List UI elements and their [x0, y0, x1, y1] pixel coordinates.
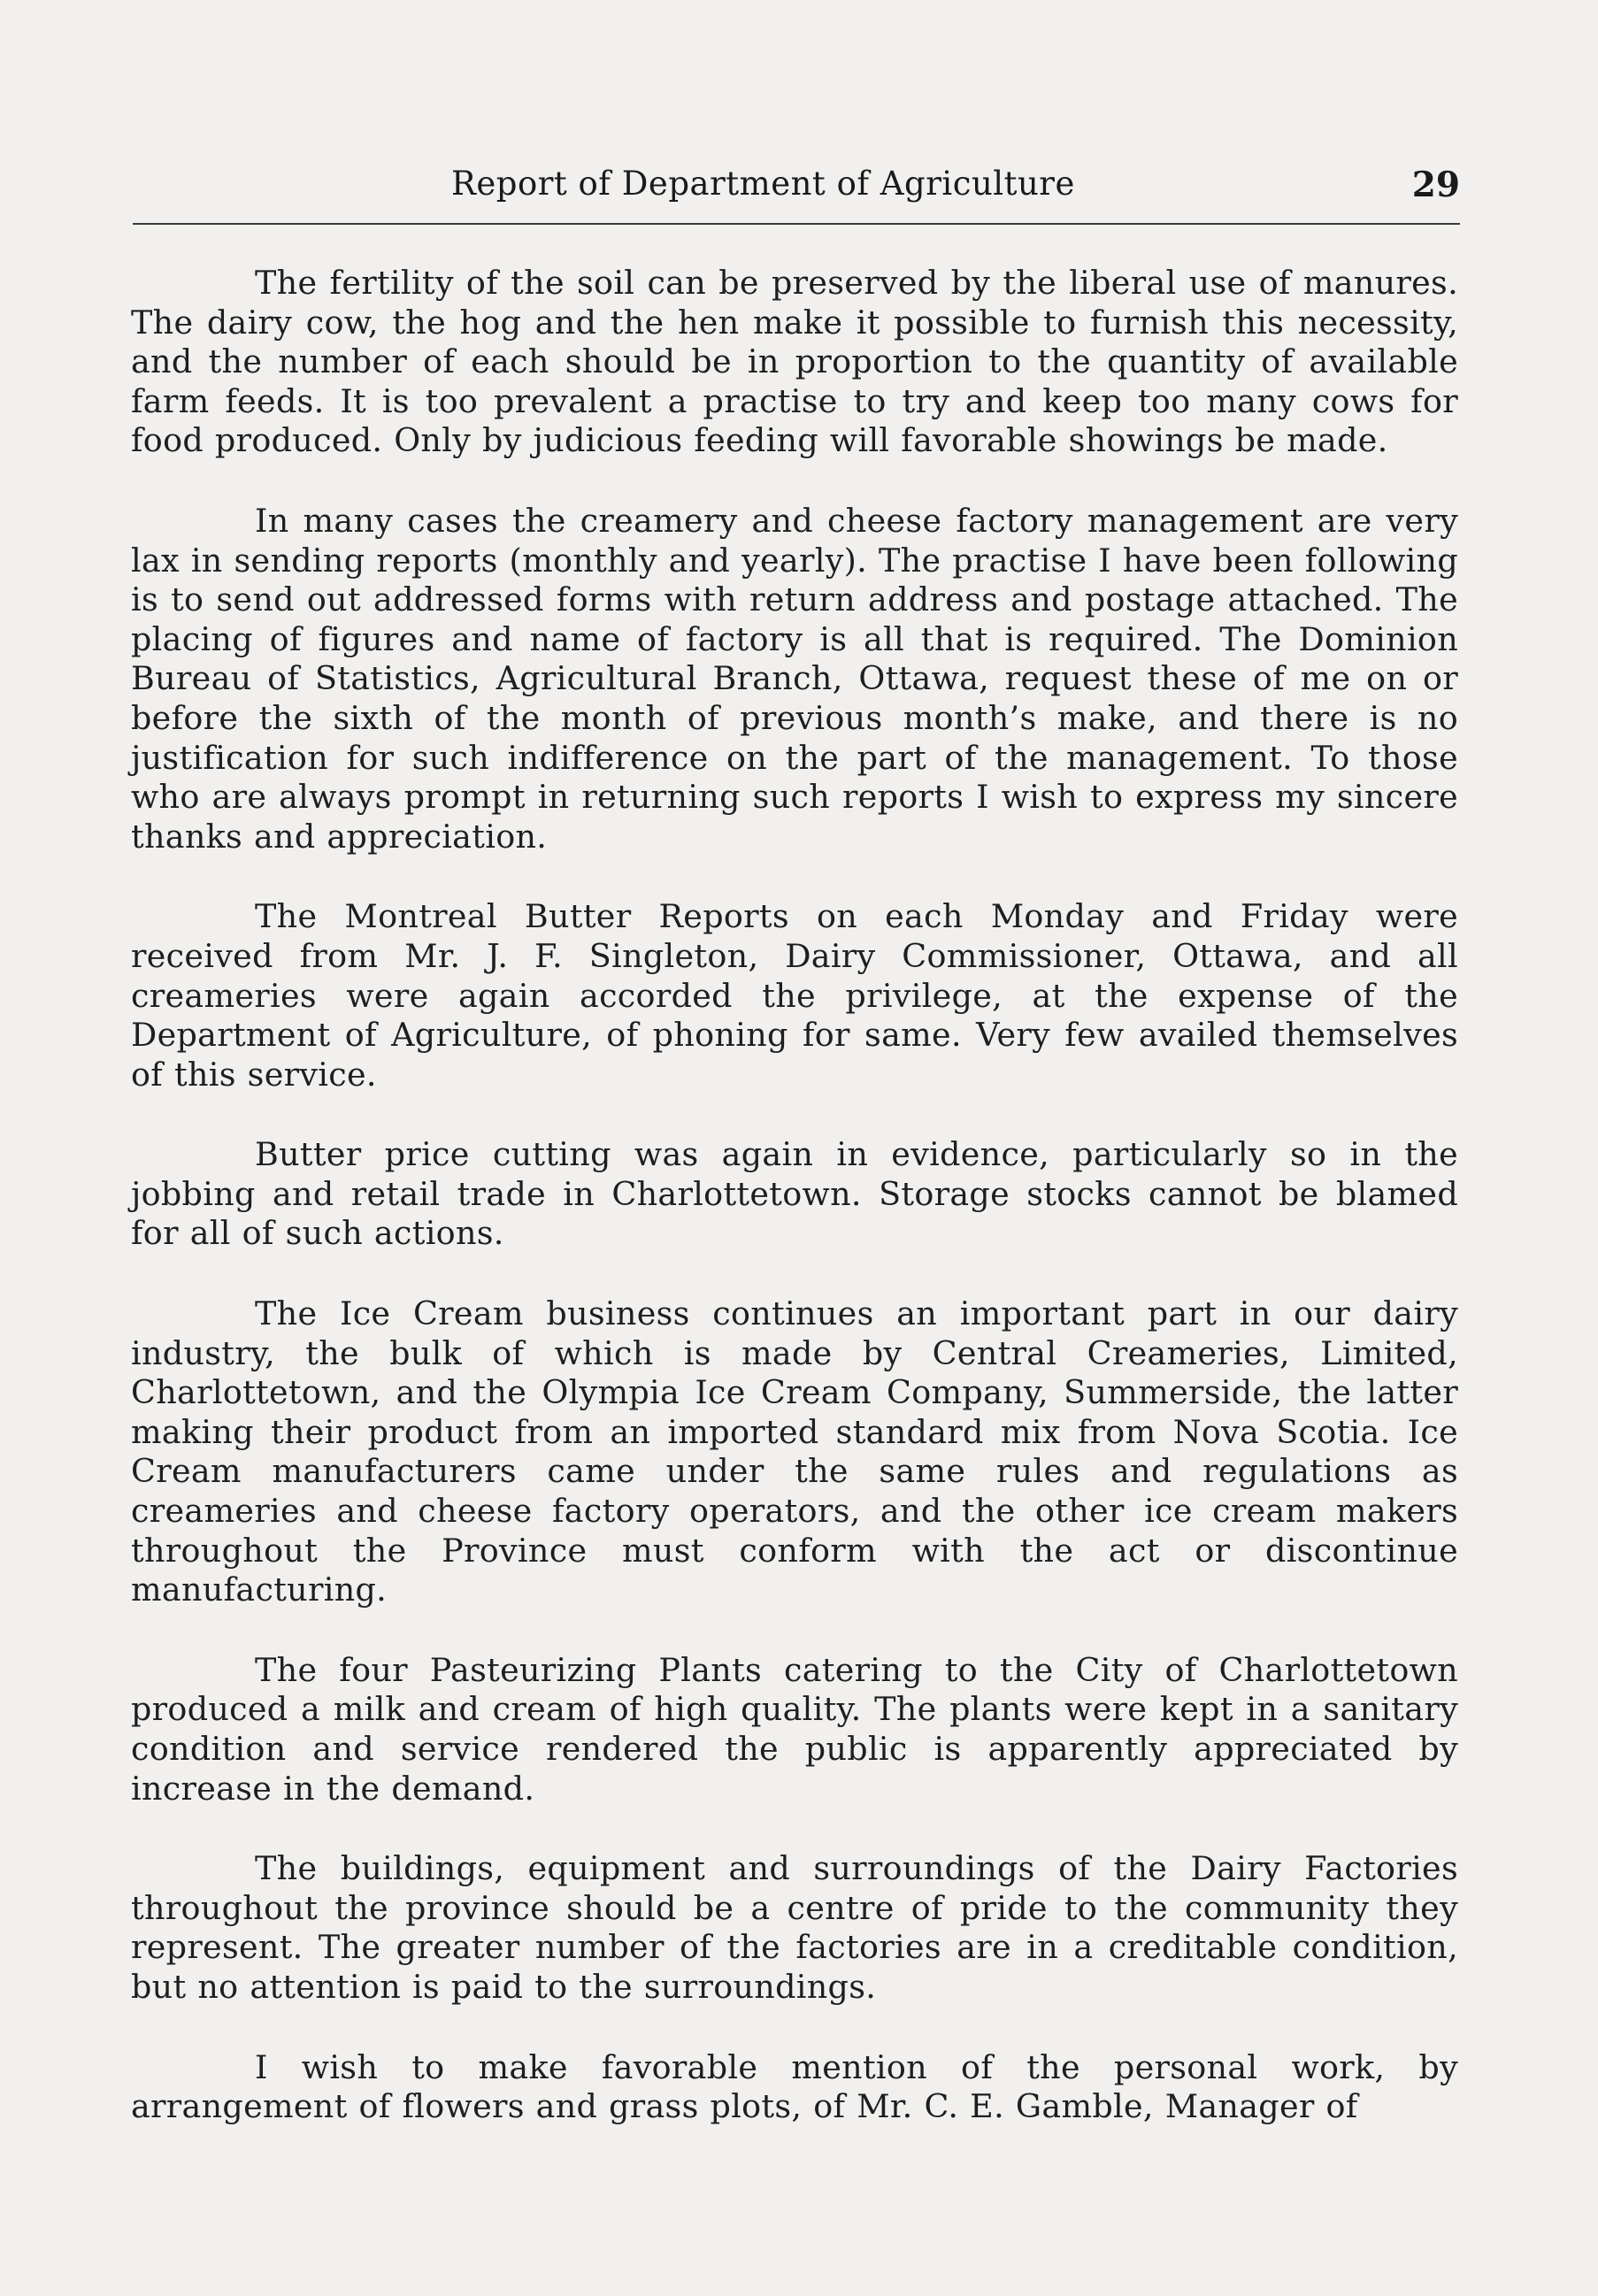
paragraph-favorable-mention: I wish to make favorable mention of the personal work, by arrangement of flowers and grass plots, of Mr. C. E. Gamble, Manager of [131, 2047, 1458, 2126]
paragraph-soil-fertility: The fertility of the soil can be preserved by the liberal use of manures. The dairy cow, the hog and the hen make it possible to furnish this necessity, and the number of each should be in proportion to the quantity of available farm feeds. It is too prevalent a practise to try and keep too many cows for food produced. Only by judicious feeding will favorable showings be made. [131, 264, 1458, 460]
paragraph-factory-reports: In many cases the creamery and cheese factory management are very lax in sending reports (monthly and yearly). The practise I have been following is to send out addressed forms with return address and postage attached. The placing of figures and name of factory is all that is required. The Dominion Bureau of Statistics, Agricultural Branch, Ottawa, request these of me on or before the sixth of the month of previous month’s make, and there is no justification for such indifference on the part of the management. To those who are always prompt in returning such reports I wish to express my sincere thanks and appreciation. [131, 501, 1458, 856]
body-text [131, 264, 1458, 2127]
paragraph-butter-reports: The Montreal Butter Reports on each Monday and Friday were received from Mr. J. F. Singleton, Dairy Commissioner, Ottawa, and all creameries were again accorded the privilege, at the expense of the Department of Agriculture, of phoning for same. Very few availed themselves of this service. [131, 897, 1458, 1094]
header-title: Report of Department of Agriculture [451, 165, 1075, 203]
paragraph-price-cutting: Butter price cutting was again in evidence, particularly so in the jobbing and retail trade in Charlottetown. Storage stocks cannot be blamed for all of such actions. [131, 1135, 1458, 1253]
header-rule [133, 223, 1460, 225]
page-number: 29 [1411, 165, 1460, 205]
paragraph-ice-cream: The Ice Cream business continues an important part in our dairy industry, the bulk of which is made by Central Creameries, Limited, Charlottetown, and the Olympia Ice Cream Company, Summerside, the latter making their product from an imported standard mix from Nova Scotia. Ice Cream manufacturers came under the same rules and regulations as creameries and cheese factory operators, and the other ice cream makers throughout the Province must conform with the act or discontinue manufacturing. [131, 1294, 1458, 1609]
running-header [133, 165, 1460, 218]
paragraph-pasteurizing-plants: The four Pasteurizing Plants catering to the City of Charlottetown produced a milk and cream of high quality. The plants were kept in a sanitary condition and service rendered the public is apparently appreciated by increase in the demand. [131, 1650, 1458, 1808]
paragraph-factory-surroundings: The buildings, equipment and surroundings of the Dairy Factories throughout the province should be a centre of pride to the community they represent. The greater number of the factories are in a creditable condition, but no attention is paid to the surroundings. [131, 1849, 1458, 2006]
